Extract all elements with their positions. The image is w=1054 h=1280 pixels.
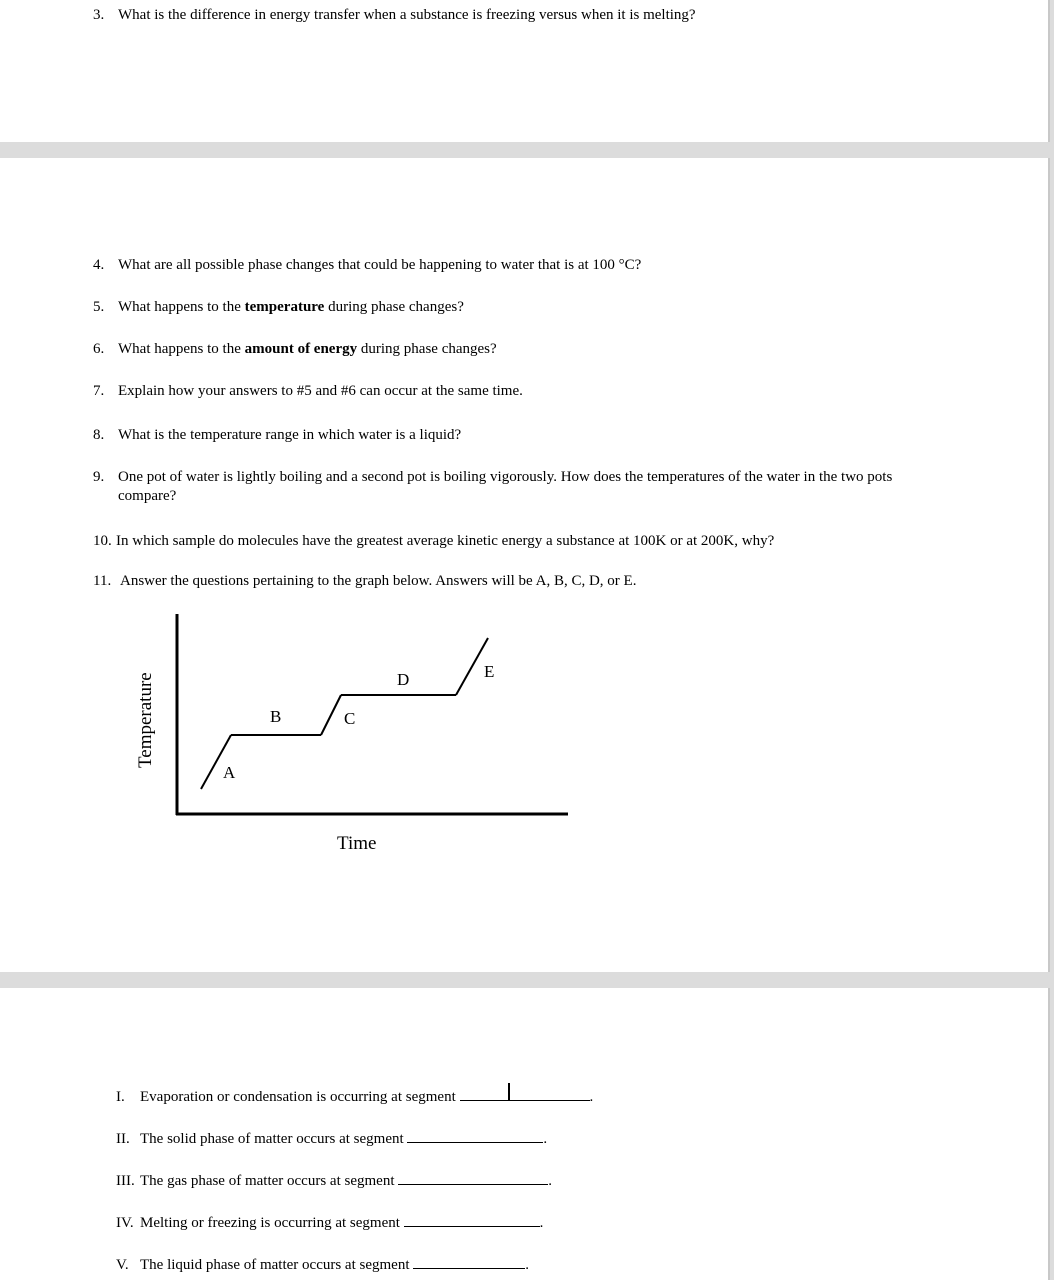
question-text-pre: What happens to the [118, 299, 245, 315]
roman-numeral: IV. [116, 1215, 134, 1231]
question-text [118, 340, 497, 359]
sub-question-5 [116, 1254, 529, 1274]
sub-question-end: . [548, 1173, 552, 1189]
question-number: 7. [93, 383, 105, 399]
roman-numeral: V. [116, 1257, 129, 1273]
answer-blank[interactable] [460, 1086, 590, 1101]
sub-question-1 [116, 1086, 593, 1106]
sub-question-3 [116, 1170, 552, 1190]
curve-segment-c [321, 695, 341, 735]
question-number: 8. [93, 427, 105, 443]
question-number: 4. [93, 257, 105, 273]
question-text-pre: What happens to the [118, 341, 245, 357]
question-text: Answer the questions pertaining to the graph below. Answers will be A, B, C, D, or E. [120, 573, 637, 589]
text-cursor [508, 1083, 510, 1101]
segment-label-a: A [223, 763, 236, 782]
question-text: In which sample do molecules have the greatest average kinetic energy a substance at 100K or at 200K, why? [116, 533, 775, 549]
answer-blank[interactable] [404, 1212, 540, 1227]
heating-curve-chart [130, 610, 580, 860]
question-number: 6. [93, 341, 105, 357]
segment-label-d: D [397, 670, 410, 689]
sub-question-text: The solid phase of matter occurs at segment [140, 1131, 404, 1147]
answer-blank[interactable] [398, 1170, 548, 1185]
question-text-bold: temperature [244, 299, 325, 315]
question-number: 11. [93, 573, 112, 589]
page-1 [0, 0, 1050, 142]
segment-label-c: C [344, 709, 356, 728]
question-text: What is the difference in energy transfer when a substance is freezing versus when it is melting? [118, 7, 696, 23]
sub-question-end: . [525, 1257, 529, 1273]
question-text-bold: amount of energy [244, 341, 358, 357]
question-text-line-2: compare? [118, 488, 177, 504]
question-number: 10. [93, 533, 112, 549]
sub-question-4 [116, 1212, 543, 1232]
sub-question-end: . [589, 1089, 594, 1105]
y-axis-label: Temperature [135, 672, 156, 768]
answer-blank[interactable] [413, 1254, 525, 1269]
question-text-line-1: One pot of water is lightly boiling and a second pot is boiling vigorously. How does the temperatures of the water in the two pots [118, 469, 893, 485]
question-number: 9. [93, 469, 105, 485]
segment-label-b: B [270, 707, 282, 726]
question-text [118, 468, 892, 506]
question-text-post: during phase changes? [357, 341, 497, 357]
sub-question-text: The gas phase of matter occurs at segment [140, 1173, 395, 1189]
question-text-post: during phase changes? [324, 299, 464, 315]
roman-numeral: I. [116, 1089, 125, 1105]
sub-question-end: . [539, 1215, 544, 1231]
sub-question-text: Evaporation or condensation is occurring at segment [140, 1089, 456, 1105]
page-3 [0, 988, 1050, 1280]
question-text: Explain how your answers to #5 and #6 can occur at the same time. [118, 383, 523, 399]
question-text: What are all possible phase changes that could be happening to water that is at 100 °C? [118, 257, 642, 273]
sub-question-text: The liquid phase of matter occurs at segment [140, 1257, 410, 1273]
question-number: 3. [93, 7, 105, 23]
question-text [118, 298, 464, 317]
question-number: 5. [93, 299, 105, 315]
sub-question-2 [116, 1128, 547, 1148]
page-2 [0, 158, 1050, 972]
sub-question-end: . [543, 1131, 548, 1147]
question-text: What is the temperature range in which water is a liquid? [118, 427, 462, 443]
sub-question-text: Melting or freezing is occurring at segment [140, 1215, 400, 1231]
roman-numeral: II. [116, 1131, 130, 1147]
roman-numeral: III. [116, 1173, 135, 1189]
answer-blank[interactable] [407, 1128, 543, 1143]
x-axis-label: Time [337, 833, 377, 854]
segment-label-e: E [484, 662, 495, 681]
